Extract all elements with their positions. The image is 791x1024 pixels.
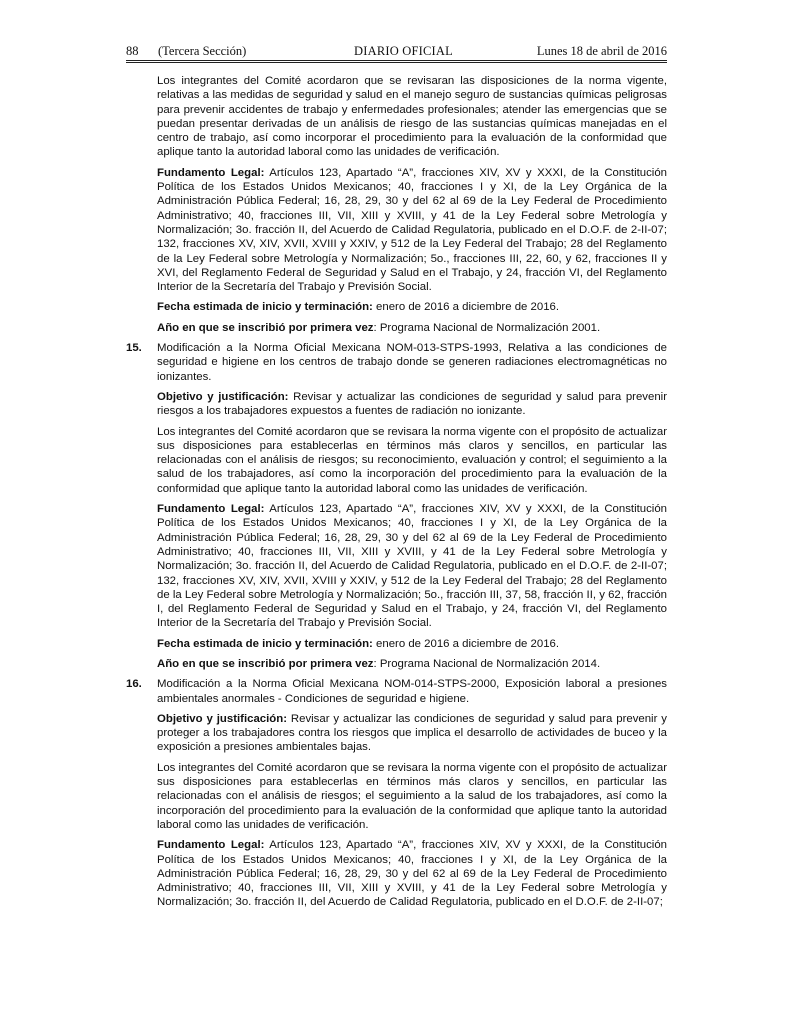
item-number: 16. bbox=[126, 678, 142, 691]
committee-paragraph: Los integrantes del Comité acordaron que se revisara la norma vigente con el propósito de actualizar sus disposiciones para establecerlas en términos más claros y sencillos, en particular las relacionadas con el análisis de riesgos; el seguimiento a la salud de los trabajadores, así como la incorporación del procedimiento para la evaluación de la conformidad que aplique tanto la autoridad laboral como las unidades de verificación. bbox=[157, 761, 667, 831]
first-registered-paragraph bbox=[157, 657, 667, 671]
legal-basis-label: Fundamento Legal: bbox=[157, 839, 265, 852]
estimated-date-paragraph bbox=[157, 300, 667, 314]
legal-basis-paragraph bbox=[157, 838, 667, 909]
first-registered-text: : Programa Nacional de Normalización 2001. bbox=[373, 321, 601, 334]
publication-date: Lunes 18 de abril de 2016 bbox=[536, 44, 667, 58]
estimated-date-text: enero de 2016 a diciembre de 2016. bbox=[372, 301, 560, 314]
objective-paragraph bbox=[157, 712, 667, 755]
objective-text: Revisar y actualizar las condiciones de seguridad y salud para prevenir riesgos a los trabajadores expuestos a fuentes de radiación no ionizante. bbox=[157, 390, 667, 418]
estimated-date-text: enero de 2016 a diciembre de 2016. bbox=[372, 637, 560, 650]
objective-label: Objetivo y justificación: bbox=[157, 712, 287, 725]
header-rule-top bbox=[126, 60, 667, 61]
first-registered-paragraph bbox=[157, 321, 667, 335]
section-label: (Tercera Sección) bbox=[158, 44, 247, 58]
list-item-16 bbox=[126, 677, 667, 706]
page-number: 88 bbox=[126, 44, 139, 58]
legal-basis-text: Artículos 123, Apartado “A”, fracciones XIV, XV y XXXI, de la Constitución Política de los Estados Unidos Mexicanos; 40, fracciones I y XI, de la Ley Orgánica de la Administración Pública Federal; 16, 28, 29, 30 y del 62 al 69 de la Ley Federal de Procedimiento Administrativo; 40, fracciones III, VII, XIII y XVIII, y 41 de la Ley Federal sobre Metrología y Normalización; 3o. fracción II, del Acuerdo de Calidad Regulatoria, publicado en el D.O.F. de 2-II-07; bbox=[157, 839, 668, 909]
first-registered-label: Año en que se inscribió por primera vez bbox=[157, 657, 374, 670]
objective-label: Objetivo y justificación: bbox=[157, 390, 289, 403]
estimated-date-label: Fecha estimada de inicio y terminación: bbox=[157, 637, 373, 650]
committee-paragraph: Los integrantes del Comité acordaron que se revisaran las disposiciones de la norma vigente, relativas a las medidas de seguridad y salud en el manejo seguro de sustancias químicas peligrosas para prevenir accidentes de trabajo y enfermedades profesionales; atender las emergencias que se puedan presentar derivadas de un análisis de riesgo de las sustancias químicas manejadas en el centro de trabajo, así como incorporar el procedimiento para la evaluación de la conformidad que aplique tanto la autoridad laboral como las unidades de verificación. bbox=[157, 75, 667, 159]
first-registered-text: : Programa Nacional de Normalización 2014. bbox=[373, 657, 601, 670]
item-number: 15. bbox=[126, 342, 142, 355]
item-title: Modificación a la Norma Oficial Mexicana NOM-014-STPS-2000, Exposición laboral a presiones ambientales anormales - Condiciones de seguridad e higiene. bbox=[157, 678, 667, 705]
estimated-date-paragraph bbox=[157, 637, 667, 651]
legal-basis-paragraph bbox=[157, 166, 667, 295]
header-rule-bottom bbox=[126, 62, 667, 63]
objective-text: Revisar y actualizar las condiciones de seguridad y salud para prevenir y proteger a los trabajadores contra los riesgos que implica el desarrollo de actividades de buceo y la exposición a presiones ambientales bajas. bbox=[157, 712, 667, 754]
objective-paragraph bbox=[157, 390, 667, 419]
publication-title: DIARIO OFICIAL bbox=[354, 44, 453, 58]
estimated-date-label: Fecha estimada de inicio y terminación: bbox=[157, 301, 373, 314]
legal-basis-text: Artículos 123, Apartado “A”, fracciones XIV, XV y XXXI, de la Constitución Política de los Estados Unidos Mexicanos; 40, fracciones I y XI, de la Ley Orgánica de la Administración Pública Federal; 16, 28, 29, 30 y del 62 al 69 de la Ley Federal de Procedimiento Administrativo; 40, fracciones III, VII, XIII y XVIII, y 41 de la Ley Federal sobre Metrología y Normalización; 3o. fracción II, del Acuerdo de Calidad Regulatoria, publicado en el D.O.F. de 2-II-07; 132, fracciones XV, XIV, XVII, XVIII y XXIV, y 512 de la Ley Federal del Trabajo; 28 del Reglamento de la Ley Federal sobre Metrología y Normalización; 5o., fracciones III, 22, 60, y 62, fracciones II y XVI, del Reglamento Federal de Seguridad y Salud en el Trabajo, y 24, fracción VI, del Reglamento Interior de la Secretaría del Trabajo y Previsión Social. bbox=[157, 166, 668, 294]
legal-basis-paragraph bbox=[157, 502, 667, 631]
committee-paragraph: Los integrantes del Comité acordaron que se revisara la norma vigente con el propósito de actualizar sus disposiciones para establecerlas en términos más claros y sencillos, en particular las relacionadas con el análisis de riesgos; su reconocimiento, evaluación y control; el seguimiento a la salud de los trabajadores, así como la incorporación del procedimiento para la evaluación de la conformidad que aplique tanto la autoridad laboral como las unidades de verificación. bbox=[157, 425, 667, 495]
legal-basis-text: Artículos 123, Apartado “A”, fracciones XIV, XV y XXXI, de la Constitución Política de los Estados Unidos Mexicanos; 40, fracciones I y XI, de la Ley Orgánica de la Administración Pública Federal; 16, 28, 29, 30 y del 62 al 69 de la Ley Federal de Procedimiento Administrativo; 40, fracciones III, VII, XIII y XVIII, y 41 de la Ley Federal sobre Metrología y Normalización; 3o. fracción II, del Acuerdo de Calidad Regulatoria, publicado en el D.O.F. de 2-II-07; 132, fracciones XV, XIV, XVII, XVIII y XXIV, y 512 de la Ley Federal del Trabajo; 28 del Reglamento de la Ley Federal sobre Metrología y Normalización; 5o., fracción III, 37, 58, fracción II, y 62, fracción I, del Reglamento Federal de Seguridad y Salud en el Trabajo, y 24, fracción VI, del Reglamento Interior de la Secretaría del Trabajo y Previsión Social. bbox=[157, 503, 668, 630]
document-body bbox=[126, 74, 667, 916]
first-registered-label: Año en que se inscribió por primera vez bbox=[157, 321, 374, 334]
list-item-15 bbox=[126, 341, 667, 384]
legal-basis-label: Fundamento Legal: bbox=[157, 503, 265, 516]
legal-basis-label: Fundamento Legal: bbox=[157, 166, 265, 179]
item-title: Modificación a la Norma Oficial Mexicana NOM-013-STPS-1993, Relativa a las condiciones de seguridad e higiene en los centros de trabajo donde se generen radiaciones electromagnéticas no ionizantes. bbox=[157, 342, 667, 383]
